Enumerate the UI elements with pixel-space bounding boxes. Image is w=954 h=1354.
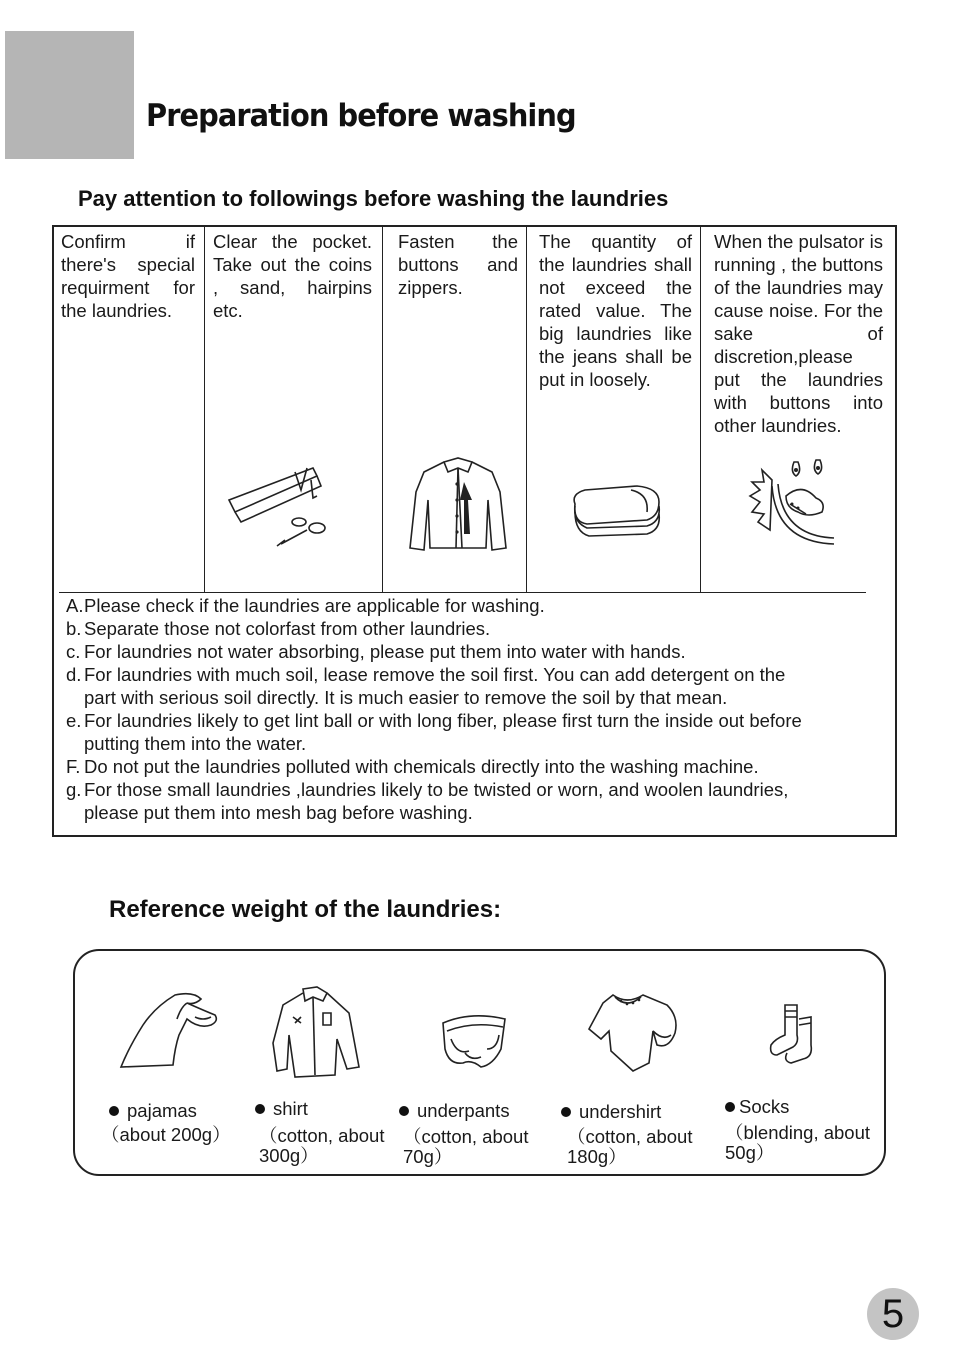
bullet-icon bbox=[399, 1106, 409, 1116]
reference-heading: Reference weight of the laundries: bbox=[109, 896, 502, 923]
item-detail: （about 200g） bbox=[101, 1124, 231, 1145]
notes-list bbox=[66, 594, 802, 824]
noise-icon bbox=[746, 452, 846, 552]
item-detail: （blending, about 50g） bbox=[725, 1122, 871, 1163]
column-divider bbox=[700, 227, 701, 593]
list-item bbox=[66, 778, 802, 824]
list-item bbox=[66, 594, 802, 617]
item-name: underpants bbox=[417, 1100, 510, 1121]
pocket-coins-icon bbox=[221, 460, 341, 550]
shirt-icon bbox=[265, 983, 365, 1083]
weight-item-shirt bbox=[255, 1099, 384, 1166]
note-text: Do not put the laundries polluted with chemicals directly into the washing machine. bbox=[84, 756, 759, 777]
note-text: Separate those not colorfast from other laundries. bbox=[84, 618, 491, 639]
note-marker: e. bbox=[66, 710, 82, 731]
underpants-icon bbox=[435, 1009, 515, 1079]
note-text: Please check if the laundries are applicable for washing. bbox=[84, 595, 545, 616]
item-name: Socks bbox=[739, 1096, 790, 1117]
tip-text: Fasten the buttons and zippers. bbox=[398, 231, 518, 298]
note-marker: c. bbox=[66, 641, 81, 662]
weight-item-pajamas bbox=[101, 1100, 231, 1145]
item-detail: （cotton, about 70g） bbox=[403, 1126, 529, 1167]
note-text: For those small laundries ,laundries likely to be twisted or worn, and woolen laundries, please put them into mesh bag before washing. bbox=[84, 779, 789, 823]
note-text: For laundries with much soil, lease remove the soil first. You can add detergent on the part with serious soil directly. It is much easier to remove the soil by that mean. bbox=[84, 664, 786, 708]
socks-icon bbox=[763, 999, 823, 1069]
item-name: pajamas bbox=[127, 1100, 197, 1121]
weight-item-socks bbox=[725, 1097, 870, 1163]
undershirt-icon bbox=[583, 987, 683, 1077]
attention-heading: Pay attention to followings before washing the laundries bbox=[78, 186, 669, 211]
page-number: 5 bbox=[867, 1288, 919, 1340]
tip-cell-fasten bbox=[398, 230, 518, 299]
note-marker: F. bbox=[66, 756, 81, 777]
list-item bbox=[66, 640, 802, 663]
tip-cell-confirm bbox=[61, 230, 195, 322]
item-detail: （cotton, about 300g） bbox=[259, 1125, 385, 1166]
item-name: undershirt bbox=[579, 1101, 662, 1122]
bullet-icon bbox=[561, 1107, 571, 1117]
note-marker: b. bbox=[66, 618, 82, 639]
pajamas-icon bbox=[115, 989, 225, 1079]
note-text: For laundries not water absorbing, please put them into water with hands. bbox=[84, 641, 686, 662]
weight-item-undershirt bbox=[561, 1102, 692, 1167]
column-divider bbox=[526, 227, 527, 593]
bullet-icon bbox=[109, 1106, 119, 1116]
tip-text: Clear the pocket. Take out the coins , sand, hairpins etc. bbox=[213, 231, 372, 321]
bullet-icon bbox=[725, 1102, 735, 1112]
tip-cell-quantity bbox=[539, 230, 692, 391]
note-marker: A. bbox=[66, 595, 84, 616]
page-title: Preparation before washing bbox=[146, 98, 576, 134]
row-divider bbox=[59, 592, 866, 593]
buttoned-shirt-icon bbox=[406, 454, 510, 554]
list-item bbox=[66, 663, 802, 709]
tip-text: The quantity of the laundries shall not exceed the rated value. The big laundries like the jeans shall be put in loosely. bbox=[539, 231, 692, 390]
item-detail: （cotton, about 180g） bbox=[567, 1126, 693, 1167]
bullet-icon bbox=[255, 1104, 265, 1114]
folded-jeans-icon bbox=[567, 482, 667, 542]
tip-text: Confirm if there's special requirment for the laundries. bbox=[61, 231, 195, 321]
note-text: For laundries likely to get lint ball or with long fiber, please first turn the inside out before putting them into the water. bbox=[84, 710, 802, 754]
list-item bbox=[66, 709, 802, 755]
item-name: shirt bbox=[273, 1098, 308, 1119]
tip-cell-pocket bbox=[213, 230, 372, 322]
reference-weight-panel bbox=[73, 949, 886, 1176]
header-gray-block bbox=[5, 31, 134, 159]
weight-item-underpants bbox=[399, 1101, 528, 1167]
list-item bbox=[66, 617, 802, 640]
note-marker: g. bbox=[66, 779, 82, 800]
column-divider bbox=[204, 227, 205, 593]
list-item bbox=[66, 755, 802, 778]
note-marker: d. bbox=[66, 664, 82, 685]
preparation-table bbox=[52, 225, 897, 837]
tip-text: When the pulsator is running , the buttons of the laundries may cause noise. For the sake of discretion,please put the laundries with buttons into other laundries. bbox=[714, 231, 883, 436]
column-divider bbox=[382, 227, 383, 593]
tip-cell-noise bbox=[714, 230, 883, 437]
